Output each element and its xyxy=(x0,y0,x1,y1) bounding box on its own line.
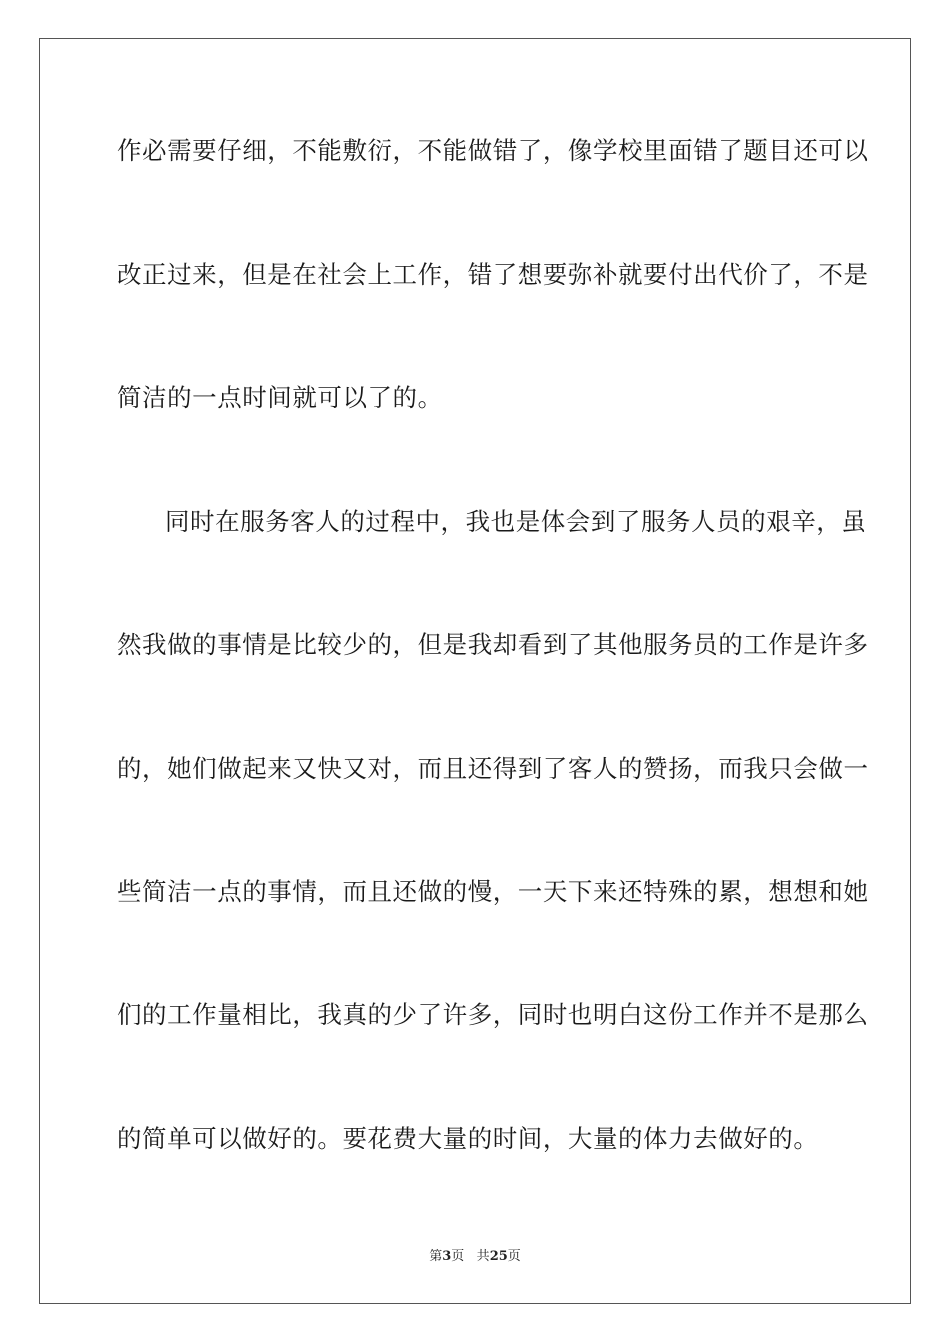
text-line: 的，她们做起来又快又对，而且还得到了客人的赞扬，而我只会做一 xyxy=(117,754,869,783)
text-line: 然我做的事情是比较少的，但是我却看到了其他服务员的工作是许多 xyxy=(117,630,869,659)
text-line: 作必需要仔细，不能敷衍，不能做错了，像学校里面错了题目还可以 xyxy=(117,136,869,165)
total-suffix: 页 xyxy=(507,1249,521,1264)
page-prefix: 第 xyxy=(429,1249,443,1264)
page-suffix: 页 xyxy=(451,1249,465,1264)
text-line: 改正过来，但是在社会上工作，错了想要弥补就要付出代价了，不是 xyxy=(117,260,869,289)
total-pages: 25 xyxy=(489,1249,508,1264)
text-line: 们的工作量相比，我真的少了许多，同时也明白这份工作并不是那么 xyxy=(117,1000,869,1029)
page-border xyxy=(39,38,911,1304)
text-line: 些简洁一点的事情，而且还做的慢，一天下来还特殊的累，想想和她 xyxy=(117,877,869,906)
page-footer xyxy=(0,1248,950,1266)
text-line: 简洁的一点时间就可以了的。 xyxy=(117,383,443,412)
total-prefix: 共 xyxy=(476,1249,490,1264)
page-number: 3 xyxy=(442,1249,452,1264)
paragraph-first-line: 同时在服务客人的过程中，我也是体会到了服务人员的艰辛，虽 xyxy=(165,507,867,536)
text-line: 的简单可以做好的。要花费大量的时间，大量的体力去做好的。 xyxy=(117,1124,819,1153)
